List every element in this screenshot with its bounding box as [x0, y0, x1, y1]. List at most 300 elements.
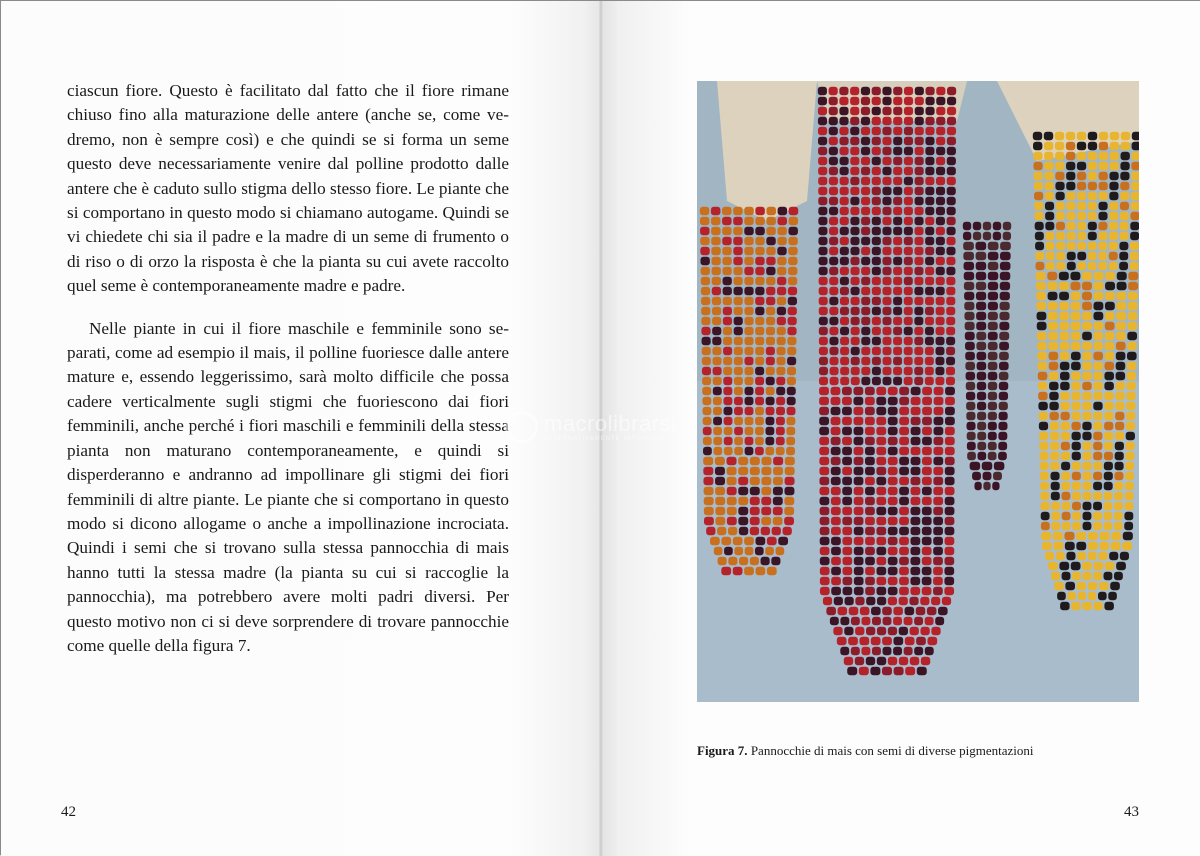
kernel: [1127, 382, 1136, 390]
kernel: [722, 217, 731, 225]
kernel: [777, 347, 786, 355]
kernel: [946, 327, 955, 335]
kernel: [744, 307, 753, 315]
kernel: [1130, 232, 1139, 240]
kernel: [1071, 322, 1081, 330]
kernel: [755, 227, 764, 235]
kernel: [966, 372, 976, 380]
kernel: [888, 597, 897, 605]
kernel: [865, 527, 875, 535]
kernel: [1088, 262, 1097, 270]
kernel: [963, 242, 974, 250]
kernel: [1124, 522, 1133, 530]
kernel: [945, 397, 955, 405]
kernel: [831, 457, 841, 465]
kernel: [1061, 492, 1070, 500]
kernel: [910, 577, 920, 585]
kernel: [750, 477, 760, 485]
kernel: [993, 232, 1001, 240]
kernel: [899, 447, 909, 455]
kernel: [700, 217, 709, 225]
kernel: [914, 237, 923, 245]
kernel: [755, 397, 764, 405]
kernel: [909, 597, 918, 605]
kernel: [865, 587, 875, 595]
kernel: [831, 407, 841, 415]
kernel: [1094, 282, 1104, 290]
kernel: [1127, 332, 1137, 340]
kernel: [1037, 342, 1047, 350]
kernel: [911, 437, 921, 445]
kernel: [711, 227, 720, 235]
kernel: [1099, 132, 1108, 140]
kernel: [750, 487, 760, 495]
kernel: [1034, 192, 1043, 200]
kernel: [713, 397, 722, 405]
kernel: [702, 337, 711, 345]
kernel: [861, 207, 870, 215]
kernel: [915, 127, 924, 135]
kernel: [1036, 272, 1046, 280]
kernel: [872, 107, 881, 115]
kernel: [788, 247, 797, 255]
kernel: [925, 197, 934, 205]
kernel: [977, 402, 986, 410]
kernel: [701, 317, 710, 325]
kernel: [925, 267, 934, 275]
kernel: [876, 397, 886, 405]
kernel: [893, 207, 902, 215]
kernel: [882, 267, 891, 275]
kernel: [1120, 212, 1129, 220]
kernel: [872, 117, 881, 125]
kernel: [977, 412, 986, 420]
kernel: [842, 567, 852, 575]
kernel: [851, 347, 860, 355]
kernel: [933, 527, 943, 535]
kernel: [734, 317, 743, 325]
kernel: [1067, 252, 1076, 260]
kernel: [925, 247, 934, 255]
kernel: [872, 247, 881, 255]
kernel: [1082, 372, 1092, 380]
kernel: [882, 637, 892, 645]
kernel: [831, 567, 841, 575]
kernel: [1071, 342, 1081, 350]
kernel: [777, 247, 786, 255]
kernel: [788, 257, 797, 265]
kernel: [1082, 422, 1091, 430]
kernel: [1060, 602, 1069, 610]
figure-7-photo: [697, 81, 1139, 702]
kernel: [1034, 202, 1043, 210]
kernel: [766, 417, 775, 425]
kernel: [1131, 202, 1139, 210]
kernel: [883, 377, 892, 385]
kernel: [946, 297, 955, 305]
kernel: [818, 217, 827, 225]
kernel: [750, 517, 760, 525]
kernel: [712, 337, 721, 345]
kernel: [904, 297, 913, 305]
kernel: [1066, 142, 1075, 150]
kernel: [861, 317, 870, 325]
kernel: [936, 97, 945, 105]
kernel: [1000, 262, 1011, 270]
kernel: [1065, 582, 1075, 590]
kernel: [882, 157, 891, 165]
kernel: [910, 657, 919, 665]
kernel: [1127, 322, 1137, 330]
kernel: [1060, 332, 1070, 340]
kernel: [882, 177, 891, 185]
kernel: [922, 477, 932, 485]
kernel: [888, 407, 898, 415]
kernel: [766, 307, 775, 315]
kernel: [850, 97, 859, 105]
kernel: [925, 107, 934, 115]
kernel: [766, 357, 775, 365]
kernel: [936, 217, 945, 225]
kernel: [776, 357, 785, 365]
kernel: [819, 257, 828, 265]
kernel: [914, 367, 923, 375]
kernel: [922, 557, 932, 565]
kernel: [1000, 282, 1010, 290]
kernel: [1072, 472, 1081, 480]
kernel: [946, 307, 955, 315]
kernel: [904, 187, 913, 195]
kernel: [888, 557, 898, 565]
kernel: [819, 307, 828, 315]
kernel: [933, 567, 943, 575]
kernel: [726, 457, 736, 465]
kernel: [988, 272, 998, 280]
kernel: [1057, 592, 1066, 600]
kernel: [945, 487, 955, 495]
kernel: [964, 292, 974, 300]
kernel: [882, 137, 891, 145]
kernel: [1039, 432, 1048, 440]
kernel: [988, 302, 998, 310]
kernel: [936, 167, 945, 175]
kernel: [840, 347, 849, 355]
kernel: [1033, 162, 1042, 170]
kernel: [755, 287, 764, 295]
kernel: [819, 417, 829, 425]
kernel: [1099, 542, 1109, 550]
kernel: [745, 447, 754, 455]
kernel: [723, 317, 732, 325]
kernel: [744, 247, 753, 255]
kernel: [820, 527, 830, 535]
kernel: [849, 607, 859, 615]
kernel: [946, 347, 955, 355]
kernel: [888, 477, 898, 485]
kernel: [818, 107, 827, 115]
kernel: [755, 247, 764, 255]
kernel: [936, 267, 945, 275]
kernel: [1119, 242, 1128, 250]
kernel: [711, 207, 721, 215]
kernel: [1098, 262, 1107, 270]
kernel: [1034, 172, 1043, 180]
kernel: [715, 487, 725, 495]
kernel: [914, 327, 923, 335]
kernel: [999, 412, 1008, 420]
kernel: [818, 227, 827, 235]
kernel: [761, 527, 770, 535]
kernel: [1109, 212, 1118, 220]
kernel: [766, 227, 775, 235]
kernel: [701, 297, 710, 305]
kernel: [787, 327, 796, 335]
kernel: [850, 237, 859, 245]
kernel: [1077, 582, 1087, 590]
kernel: [854, 587, 864, 595]
kernel: [876, 427, 886, 435]
kernel: [721, 537, 731, 545]
kernel: [723, 357, 732, 365]
kernel: [936, 227, 945, 235]
kernel: [967, 442, 976, 450]
kernel: [723, 307, 732, 315]
kernel: [714, 547, 723, 555]
kernel: [776, 397, 785, 405]
kernel: [733, 227, 742, 235]
kernel: [925, 327, 934, 335]
kernel: [1066, 552, 1075, 560]
kernel: [1048, 342, 1058, 350]
kernel: [1120, 202, 1129, 210]
kernel: [786, 447, 795, 455]
kernel: [977, 392, 986, 400]
kernel: [1132, 132, 1139, 140]
kernel: [976, 262, 987, 270]
kernel: [914, 287, 923, 295]
kernel: [1128, 292, 1138, 300]
kernel: [876, 577, 886, 585]
kernel: [766, 327, 775, 335]
kernel: [830, 347, 839, 355]
kernel: [1000, 242, 1011, 250]
kernel: [1045, 552, 1054, 560]
kernel: [1127, 372, 1137, 380]
kernel: [1082, 302, 1092, 310]
kernel: [1045, 222, 1054, 230]
kernel: [876, 497, 886, 505]
kernel: [1117, 272, 1127, 280]
kernel: [876, 547, 886, 555]
kernel: [829, 177, 838, 185]
kernel: [1071, 382, 1080, 390]
kernel: [1082, 402, 1091, 410]
kernel: [983, 482, 990, 490]
kernel: [883, 357, 892, 365]
kernel: [843, 587, 853, 595]
kernel: [1120, 222, 1129, 230]
kernel: [866, 627, 875, 635]
kernel: [1077, 212, 1086, 220]
kernel: [1033, 132, 1042, 140]
kernel: [861, 197, 870, 205]
kernel: [1093, 522, 1102, 530]
kernel: [925, 237, 934, 245]
kernel: [712, 327, 721, 335]
kernel: [1036, 292, 1046, 300]
kernel: [722, 267, 731, 275]
kernel: [851, 357, 860, 365]
kernel: [865, 537, 875, 545]
kernel: [840, 197, 849, 205]
kernel: [893, 147, 902, 155]
kernel: [1066, 202, 1075, 210]
kernel: [744, 227, 753, 235]
kernel: [872, 197, 881, 205]
kernel: [872, 367, 881, 375]
kernel: [854, 467, 864, 475]
kernel: [723, 277, 732, 285]
kernel: [1077, 132, 1086, 140]
kernel: [925, 357, 934, 365]
kernel: [1126, 402, 1135, 410]
kernel: [899, 397, 909, 405]
kernel: [933, 457, 943, 465]
kernel: [1040, 482, 1049, 490]
kernel: [925, 117, 934, 125]
kernel: [1045, 212, 1054, 220]
kernel: [904, 137, 913, 145]
kernel: [734, 437, 743, 445]
kernel: [893, 357, 902, 365]
kernel: [922, 527, 932, 535]
kernel: [1128, 272, 1138, 280]
kernel: [916, 607, 926, 615]
kernel: [1115, 462, 1124, 470]
kernel: [872, 97, 881, 105]
kernel: [744, 567, 754, 575]
kernel: [899, 407, 909, 415]
kernel: [722, 207, 732, 215]
kernel: [998, 442, 1007, 450]
kernel: [888, 447, 898, 455]
kernel: [1109, 202, 1118, 210]
kernel: [1040, 492, 1049, 500]
kernel: [1116, 302, 1126, 310]
kernel: [1116, 372, 1126, 380]
kernel: [861, 327, 870, 335]
kernel: [1077, 232, 1086, 240]
kernel: [831, 537, 841, 545]
kernel: [964, 262, 975, 270]
caption-label: Figura 7.: [697, 743, 748, 758]
kernel: [1082, 482, 1091, 490]
kernel: [872, 347, 881, 355]
kernel: [850, 187, 859, 195]
kernel: [1125, 492, 1134, 500]
kernel: [766, 407, 775, 415]
kernel: [945, 477, 955, 485]
kernel: [723, 327, 732, 335]
kernel: [865, 487, 875, 495]
kernel: [831, 447, 841, 455]
kernel: [936, 107, 945, 115]
kernel: [1116, 332, 1126, 340]
kernel: [1056, 202, 1065, 210]
kernel: [840, 207, 849, 215]
kernel: [945, 467, 955, 475]
kernel: [744, 537, 754, 545]
kernel: [1071, 362, 1081, 370]
kernel: [829, 167, 838, 175]
kernel: [820, 547, 830, 555]
kernel: [1088, 242, 1097, 250]
kernel: [1000, 252, 1011, 260]
kernel: [899, 387, 909, 395]
kernel: [1077, 262, 1086, 270]
kernel: [911, 467, 921, 475]
kernel: [702, 377, 711, 385]
kernel: [1093, 352, 1103, 360]
kernel: [920, 597, 929, 605]
kernel: [861, 107, 870, 115]
kernel: [904, 217, 913, 225]
kernel: [1061, 422, 1070, 430]
kernel: [975, 242, 986, 250]
kernel: [1082, 332, 1092, 340]
kernel: [882, 187, 891, 195]
kernel: [944, 577, 954, 585]
kernel: [840, 337, 849, 345]
kernel: [829, 137, 838, 145]
kernel: [829, 187, 838, 195]
kernel: [861, 617, 870, 625]
kernel: [904, 277, 913, 285]
kernel: [872, 127, 881, 135]
kernel: [915, 157, 924, 165]
kernel: [911, 527, 921, 535]
kernel: [999, 362, 1009, 370]
kernel: [893, 107, 902, 115]
kernel: [850, 107, 859, 115]
kernel: [893, 637, 903, 645]
kernel: [723, 347, 732, 355]
kernel: [922, 467, 932, 475]
kernel: [914, 347, 923, 355]
kernel: [1071, 282, 1081, 290]
kernel: [745, 397, 754, 405]
kernel: [1066, 182, 1075, 190]
kernel: [755, 357, 764, 365]
kernel: [910, 537, 920, 545]
kernel: [783, 527, 792, 535]
kernel: [938, 607, 948, 615]
kernel: [999, 322, 1009, 330]
kernel: [840, 307, 849, 315]
kernel: [766, 387, 775, 395]
kernel: [842, 447, 852, 455]
kernel: [851, 617, 860, 625]
kernel: [865, 497, 875, 505]
kernel: [702, 367, 711, 375]
kernel: [911, 457, 921, 465]
kernel: [872, 287, 881, 295]
kernel: [861, 307, 870, 315]
kernel: [976, 322, 986, 330]
kernel: [872, 87, 881, 95]
kernel: [1082, 452, 1091, 460]
kernel: [1109, 172, 1118, 180]
